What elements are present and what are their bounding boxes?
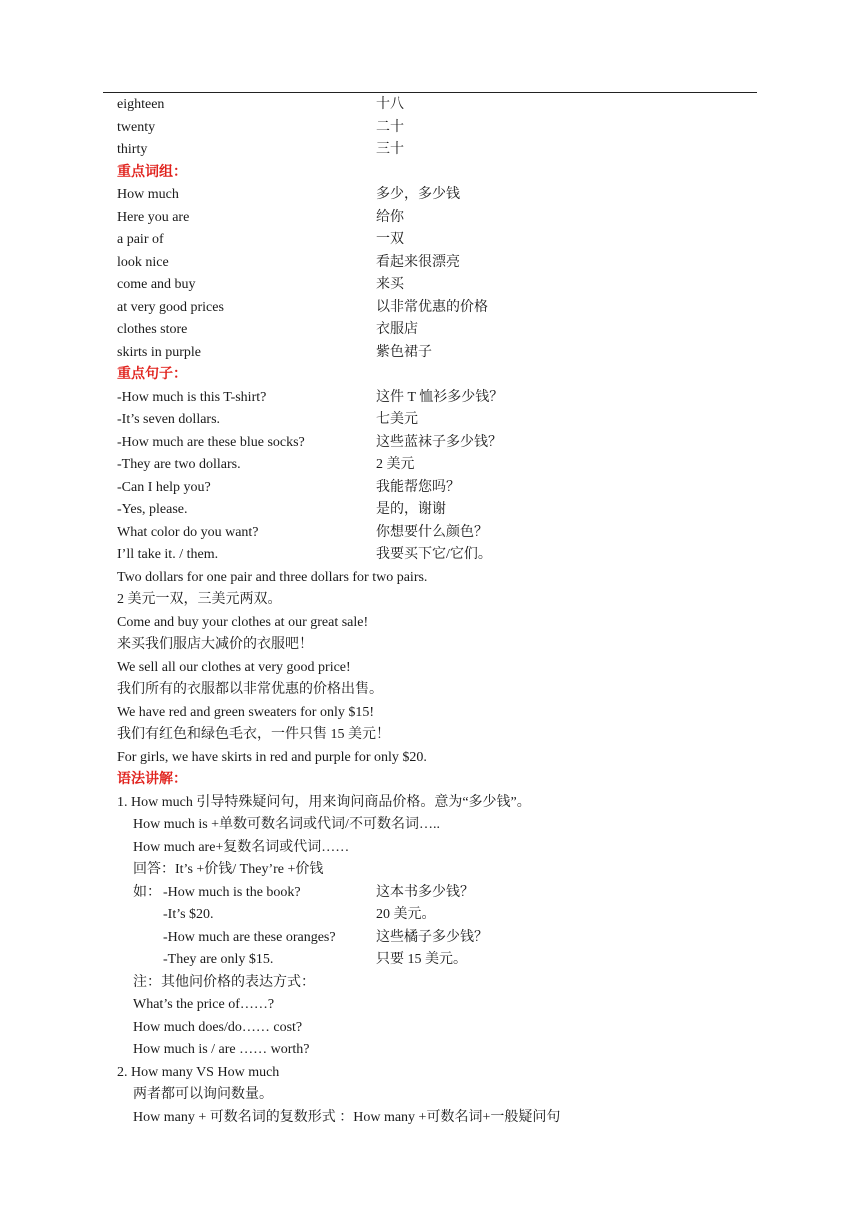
vocab-row <box>117 139 757 162</box>
grammar-rule-text: How much are+复数名词或代词…… <box>133 839 350 855</box>
sentence-text: Two dollars for one pair and three dollars for two pairs. <box>117 569 428 585</box>
sentence-line <box>117 747 757 770</box>
grammar-item-2 <box>117 1062 757 1085</box>
sentence-text: 我们有红色和绿色毛衣，一件只售 15 美元！ <box>117 727 390 742</box>
grammar-answer-text: 回答：It’s +价钱/ They’re +价钱 <box>133 862 324 877</box>
sentence-row <box>117 387 757 410</box>
phrase-en: look nice <box>117 254 169 270</box>
phrase-zh: 一双 <box>376 232 404 247</box>
sentence-text: 2 美元一双，三美元两双。 <box>117 592 282 607</box>
example-zh: 这本书多少钱？ <box>376 884 474 900</box>
phrase-zh: 衣服店 <box>376 322 418 337</box>
header-rule <box>103 92 757 93</box>
example-en: -How much is the book? <box>163 884 301 900</box>
example-en: -They are only $15. <box>163 952 274 967</box>
sentence-text: We sell all our clothes at very good price! <box>117 659 351 675</box>
example-label: 如： <box>133 884 161 900</box>
sentence-zh: 这些蓝袜子多少钱？ <box>376 434 502 450</box>
phrase-zh: 多少，多少钱 <box>376 187 460 202</box>
phrase-row <box>117 229 757 252</box>
grammar-heading: 语法讲解： <box>117 772 187 787</box>
sentence-zh: 是的，谢谢 <box>376 502 446 517</box>
phrase-row <box>117 207 757 230</box>
sentence-row <box>117 454 757 477</box>
phrase-en: Here you are <box>117 209 190 225</box>
vocab-zh: 二十 <box>376 119 404 135</box>
phrase-row <box>117 252 757 275</box>
example-zh: 这些橘子多少钱？ <box>376 929 488 945</box>
grammar-rule <box>117 814 757 837</box>
sentence-zh: 我能帮您吗？ <box>376 479 460 495</box>
vocab-zh: 三十 <box>376 142 404 157</box>
phrase-zh: 给你 <box>376 209 404 225</box>
sentence-line <box>117 567 757 590</box>
sentence-en: -Can I help you? <box>117 479 211 495</box>
note-line <box>117 1039 757 1062</box>
sentence-zh: 2 美元 <box>376 457 415 472</box>
sentence-row <box>117 477 757 500</box>
sentence-en: -It’s seven dollars. <box>117 412 221 427</box>
phrase-zh: 以非常优惠的价格 <box>376 299 488 315</box>
example-en: -It’s $20. <box>163 907 214 922</box>
grammar-answer <box>117 859 757 882</box>
example-row <box>117 882 757 905</box>
note-text: How much does/do…… cost? <box>133 1019 303 1035</box>
sentence-en: -Yes, please. <box>117 502 188 517</box>
phrase-zh: 来买 <box>376 277 404 292</box>
grammar-item-2-title: 2. How many VS How much <box>117 1064 280 1080</box>
sentence-line <box>117 634 757 657</box>
sentence-line <box>117 702 757 725</box>
example-row <box>117 904 757 927</box>
sentence-en: What color do you want? <box>117 524 259 540</box>
vocab-en: thirty <box>117 142 148 157</box>
sentence-text: 来买我们服店大减价的衣服吧！ <box>117 637 313 652</box>
vocab-en: eighteen <box>117 97 165 112</box>
phrase-en: a pair of <box>117 232 164 247</box>
sentence-en: -How much is this T-shirt? <box>117 389 267 405</box>
sentence-row <box>117 544 757 567</box>
example-zh: 只要 15 美元。 <box>376 952 467 967</box>
grammar-item-2-text: How many + 可数名词的复数形式 ：How many +可数名词+一般疑问句 <box>133 1109 561 1125</box>
phrase-en: come and buy <box>117 277 196 292</box>
example-row <box>117 949 757 972</box>
note-line <box>117 1017 757 1040</box>
grammar-item-2-line <box>117 1084 757 1107</box>
grammar-item-2-line <box>117 1107 757 1130</box>
sentence-en: I’ll take it. / them. <box>117 547 219 562</box>
phrase-en: clothes store <box>117 322 188 337</box>
sentence-zh: 这件 T 恤衫多少钱？ <box>376 389 504 405</box>
sentence-text: 我们所有的衣服都以非常优惠的价格出售。 <box>117 682 383 697</box>
sentence-zh: 七美元 <box>376 412 418 427</box>
phrase-en: skirts in purple <box>117 344 201 360</box>
sentence-row <box>117 499 757 522</box>
sentence-en: -They are two dollars. <box>117 457 241 472</box>
phrase-row <box>117 184 757 207</box>
sentence-line <box>117 657 757 680</box>
sentence-text: Come and buy your clothes at our great sale! <box>117 614 369 630</box>
sentence-en: -How much are these blue socks? <box>117 434 305 450</box>
grammar-item-1 <box>117 792 757 815</box>
example-row <box>117 927 757 950</box>
sentence-line <box>117 612 757 635</box>
example-zh: 20 美元。 <box>376 907 436 922</box>
document-body <box>117 94 757 1129</box>
sentence-zh: 你想要什么颜色？ <box>376 524 488 540</box>
grammar-rule-text: How much is +单数可数名词或代词/不可数名词….. <box>133 817 440 832</box>
phrase-en: How much <box>117 187 179 202</box>
grammar-item-2-text: 两者都可以询问数量。 <box>133 1087 273 1102</box>
sentences-heading: 重点句子： <box>117 367 187 382</box>
sentence-line <box>117 589 757 612</box>
vocab-en: twenty <box>117 119 156 135</box>
sentence-row <box>117 409 757 432</box>
sentence-text: We have red and green sweaters for only $15! <box>117 704 374 720</box>
sentence-row <box>117 432 757 455</box>
grammar-rule <box>117 837 757 860</box>
sentence-line <box>117 724 757 747</box>
sentence-zh: 我要买下它/它们。 <box>376 547 492 562</box>
note-text: What’s the price of……? <box>133 997 275 1012</box>
note-line <box>117 994 757 1017</box>
note-text: How much is / are …… worth? <box>133 1042 310 1057</box>
sentence-line <box>117 679 757 702</box>
vocab-row <box>117 94 757 117</box>
phrase-row <box>117 274 757 297</box>
sentence-row <box>117 522 757 545</box>
phrase-row <box>117 319 757 342</box>
note-label: 注：其他问价格的表达方式： <box>133 974 315 990</box>
phrase-zh: 紫色裙子 <box>376 344 432 360</box>
example-en: -How much are these oranges? <box>163 929 336 945</box>
phrase-row <box>117 342 757 365</box>
vocab-row <box>117 117 757 140</box>
note-label-row <box>117 972 757 995</box>
phrase-en: at very good prices <box>117 299 224 315</box>
phrase-zh: 看起来很漂亮 <box>376 254 460 270</box>
vocab-zh: 十八 <box>376 97 404 112</box>
sentence-text: For girls, we have skirts in red and purple for only $20. <box>117 749 427 765</box>
phrases-heading: 重点词组： <box>117 164 187 180</box>
grammar-item-1-title: 1. How much 引导特殊疑问句，用来询问商品价格。意为“多少钱”。 <box>117 794 531 810</box>
phrase-row <box>117 297 757 320</box>
